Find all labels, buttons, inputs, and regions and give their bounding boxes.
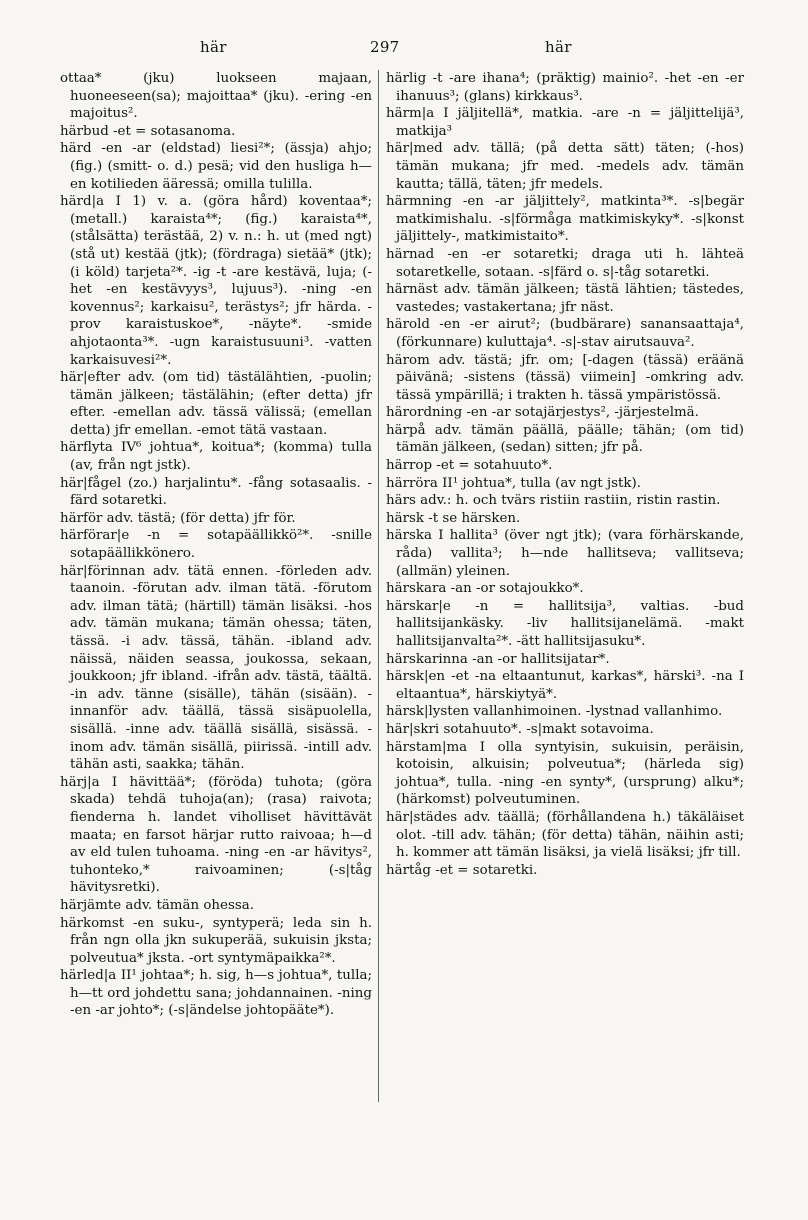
dictionary-entry: här|med adv. tällä; (på detta sätt) täten; (-hos) tämän mukana; jfr med. -medels adv. tämän kautta; tällä, täten; jfr medels. (386, 141, 744, 192)
left-column (60, 70, 372, 1020)
dictionary-entry: härför adv. tästä; (för detta) jfr för. (60, 510, 296, 526)
dictionary-entry: härstam|ma I olla syntyisin, sukuisin, peräisin, kotoisin, alkuisin; polveutua*; (härleda sig) johtua*, tulla. -ning -en synty*, (ursprung) alku*; (härkomst) polveutuminen. (386, 739, 744, 808)
dictionary-entry: härröra II¹ johtua*, tulla (av ngt jstk). (386, 475, 642, 491)
dictionary-entry: härd -en -ar (eldstad) liesi²*; (ässja) ahjo; (fig.) (smitt- o. d.) pesä; vid den husliga h—en kotilieden ääressä; omilla tulilla. (60, 141, 372, 192)
dictionary-entry: härlig -t -are ihana⁴; (präktig) mainio². -het -en -er ihanuus³; (glans) kirkkaus³. (386, 71, 744, 104)
dictionary-entry: härsk|en -et -na eltaantunut, karkas*, härski³. -na I eltaantua*, härskiytyä*. (386, 669, 744, 702)
dictionary-entry: härj|a I hävittää*; (föröda) tuhota; (göra skada) tehdä tuhoja(an); (rasa) raivota; fienderna h. landet viholliset hävittävät maata; en farsot härjar rutto raivoaa; h—d av eld tulen tuhoama. -ning -en -ar hävitys², tuhonteko,* raivoaminen; (-s|tåg hävitysretki). (60, 774, 372, 896)
dictionary-entry: härsk -t se härsken. (386, 510, 521, 526)
running-head-right: här (545, 38, 572, 56)
dictionary-entry: härpå adv. tämän päällä, päälle; tähän; (om tid) tämän jälkeen, (sedan) sitten; jfr på. (386, 422, 744, 456)
dictionary-entry: härflyta IV⁶ johtua*, koitua*; (komma) tulla (av, från ngt jstk). (60, 440, 372, 474)
dictionary-entry: härold -en -er airut²; (budbärare) sanansaattaja⁴, (förkunnare) kuluttaja⁴. -s|-stav airutsauva². (386, 317, 744, 350)
dictionary-entry: härsk|lysten vallanhimoinen. -lystnad vallanhimo. (386, 704, 723, 720)
dictionary-entry: härrop -et = sotahuuto*. (386, 458, 553, 474)
dictionary-entry: härkomst -en suku-, syntyperä; leda sin h. från ngn olla jkn sukuperää, sukuisin jksta; polveutua* jksta. -ort syntymäpaikka²*. (60, 915, 372, 966)
dictionary-entry: här|skri sotahuuto*. -s|makt sotavoima. (386, 721, 654, 737)
dictionary-entry: härm|a I jäljitellä*, matkia. -are -n = jäljittelijä³, matkija³ (386, 106, 744, 139)
dictionary-entry: härjämte adv. tämän ohessa. (60, 897, 254, 913)
dictionary-entry: här|städes adv. täällä; (förhållandena h.) täkäläiset olot. -till adv. tähän; (för detta) tähän, näihin asti; h. kommer att tämän lisäksi, ja vielä lisäksi; jfr till. (386, 809, 744, 861)
dictionary-entry: härom adv. tästä; jfr. om; [-dagen (tässä) eräänä päivänä; -sistens (tässä) viimein] -omkring adv. tässä ympärillä; i trakten h. tässä ympäristössä. (386, 352, 744, 403)
dictionary-entry: härnäst adv. tämän jälkeen; tästä lähtien; tästedes, vastedes; vastakertana; jfr näst. (386, 282, 744, 315)
dictionary-entry: här|efter adv. (om tid) tästälähtien, -puolin; tämän jälkeen; tästälähin; (efter detta) jfr efter. -emellan adv. tässä välissä; (emellan detta) jfr emellan. -emot tätä vastaan. (60, 370, 372, 438)
right-column (386, 70, 744, 879)
dictionary-entry: härbud -et = sotasanoma. (60, 123, 236, 139)
dictionary-entry: här|förinnan adv. tätä ennen. -förleden adv. taanoin. -förutan adv. ilman tätä. -förutom adv. ilman tätä; (härtill) tämän lisäksi. -hos adv. tämän mukana; tämän ohessa; täten, tässä. -i adv. tässä, tähän. -ibland adv. näissä, näiden seassa, joukossa, sekaan, joukkoon; jfr ibland. -ifrån adv. tästä, täältä. -in adv. tänne (sisälle), tähän (sisään). -innanför adv. täällä, tässä sisäpuolella, sisällä. -inne adv. täällä sisällä, sisässä. -inom adv. tämän sisällä, piirissä. -intill adv. tähän asti, saakka; tähän. (60, 563, 372, 773)
dictionary-entry: härd|a I 1) v. a. (göra hård) koventaa*; (metall.) karaista⁴*; (fig.) karaista⁴*, (stålsätta) terästää, 2) v. n.: h. ut (med ngt) (stå ut) kestää (jtk); (fördraga) sietää* (jtk); (i köld) tarjeta²*. -ig -t -are kestävä, luja; (-het -en kestävyys³, lujuus³). -ning -en kovennus²; karkaisu², terästys²; jfr härda. -prov karaistuskoe*, -näyte*. -smide ahjotaonta³*. -ugn karaistusuuni³. -vatten karkaisuvesi²*. (60, 194, 372, 368)
dictionary-entry: härs adv.: h. och tvärs ristiin rastiin, ristin rastin. (386, 493, 721, 509)
dictionary-entry: härska I hallita³ (över ngt jtk); (vara förhärskande, råda) vallita³; h—nde hallitseva; vallitseva; (allmän) yleinen. (386, 528, 744, 579)
dictionary-entry: härskarinna -an -or hallitsijatar*. (386, 651, 610, 667)
page-number: 297 (370, 38, 400, 56)
dictionary-entry: härordning -en -ar sotajärjestys², -järjestelmä. (386, 405, 699, 421)
dictionary-entry: härmning -en -ar jäljittely², matkinta³*. -s|begär matkimishalu. -s|förmåga matkimiskyky*. -s|konst jäljittely-, matkimistaito*. (386, 194, 744, 245)
running-head-left: här (200, 38, 227, 56)
dictionary-entry: härskara -an -or sotajoukko*. (386, 581, 584, 597)
dictionary-entry: härförar|e -n = sotapäällikkö²*. -snille sotapäällikkönero. (60, 528, 372, 562)
dictionary-entry: härled|a II¹ johtaa*; h. sig, h—s johtua*, tulla; h—tt ord johdettu sana; johdannainen. -ning -en -ar johto*; (-s|ändelse johtopääte*). (60, 968, 372, 1019)
dictionary-entry: härskar|e -n = hallitsija³, valtias. -bud hallitsijankäsky. -liv hallitsijanelämä. -makt hallitsijanvalta²*. -ätt hallitsijasuku*. (386, 598, 744, 649)
dictionary-entry: ottaa* (jku) luokseen majaan, huoneeseen(sa); majoittaa* (jku). -ering -en majoitus². (60, 71, 372, 122)
dictionary-entry: här|fågel (zo.) harjalintu*. -fång sotasaalis. -färd sotaretki. (60, 475, 372, 509)
dictionary-entry: härtåg -et = sotaretki. (386, 862, 538, 878)
column-divider (378, 70, 379, 1102)
dictionary-entry: härnad -en -er sotaretki; draga uti h. lähteä sotaretkelle, sotaan. -s|färd o. s|-tåg sotaretki. (386, 246, 744, 280)
